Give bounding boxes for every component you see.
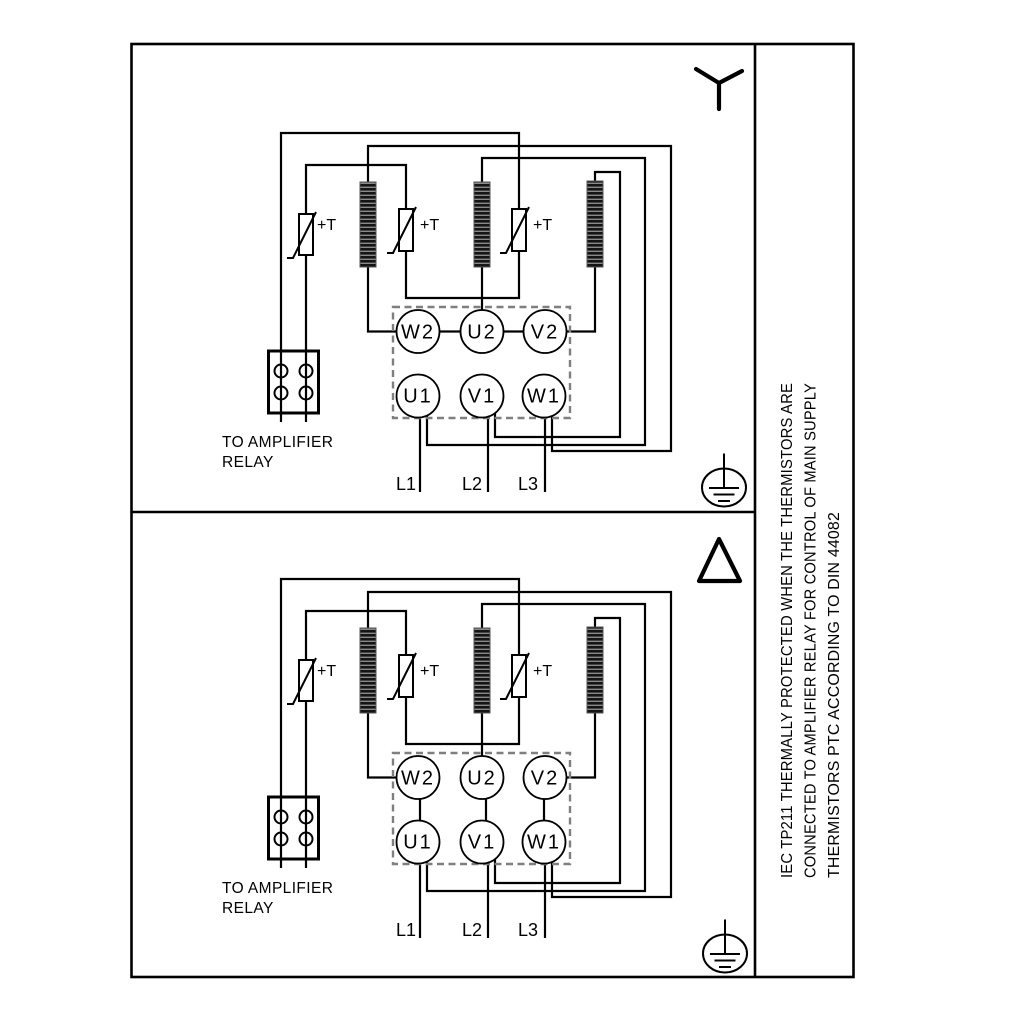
terminal-label-w1: W1 — [527, 385, 561, 408]
star-connection-icon — [696, 69, 742, 109]
supply-label-l3: L3 — [518, 920, 539, 940]
relay-caption-line1: TO AMPLIFIER — [222, 880, 334, 897]
terminal-label-w2: W2 — [401, 767, 435, 790]
terminal-label-u1: U1 — [403, 385, 433, 408]
thermistor-label: +T — [420, 217, 440, 234]
panel-star — [222, 69, 746, 507]
delta-connection-icon — [699, 539, 740, 581]
supply-label-l1: L1 — [396, 474, 417, 494]
terminal-label-u2: U2 — [467, 767, 497, 790]
supply-label-l2: L2 — [462, 474, 483, 494]
terminal-label-v1: V1 — [467, 385, 497, 408]
terminal-label-u2: U2 — [467, 321, 497, 344]
terminal-label-u1: U1 — [403, 831, 433, 854]
terminal-label-w1: W1 — [527, 831, 561, 854]
supply-label-l3: L3 — [518, 474, 539, 494]
side-note-line2: CONNECTED TO AMPLIFIER RELAY FOR CONTROL OF MAIN SUPPLY — [802, 338, 820, 878]
thermistor-label: +T — [317, 663, 337, 680]
thermistor-label: +T — [317, 217, 337, 234]
side-note — [779, 338, 843, 878]
relay-caption-line1: TO AMPLIFIER — [222, 434, 334, 451]
terminal-label-v2: V2 — [530, 321, 560, 344]
panel-delta — [222, 539, 747, 973]
supply-label-l2: L2 — [462, 920, 483, 940]
thermistor-label: +T — [533, 663, 553, 680]
thermistor-label: +T — [420, 663, 440, 680]
side-note-line1: IEC TP211 THERMALLY PROTECTED WHEN THE THERMISTORS ARE — [779, 342, 796, 878]
supply-label-l1: L1 — [396, 920, 417, 940]
relay-caption-line2: RELAY — [222, 454, 274, 471]
earth-ground-icon — [702, 454, 746, 507]
earth-ground-icon — [703, 920, 747, 973]
terminal-label-w2: W2 — [401, 321, 435, 344]
delta-bridge-links — [420, 799, 544, 821]
terminal-label-v1: V1 — [467, 831, 497, 854]
side-note-line3: THERMISTORS PTC ACCORDING TO DIN 44082 — [826, 509, 843, 878]
terminal-label-v2: V2 — [530, 767, 560, 790]
relay-caption-line2: RELAY — [222, 900, 274, 917]
thermistor-label: +T — [533, 217, 553, 234]
